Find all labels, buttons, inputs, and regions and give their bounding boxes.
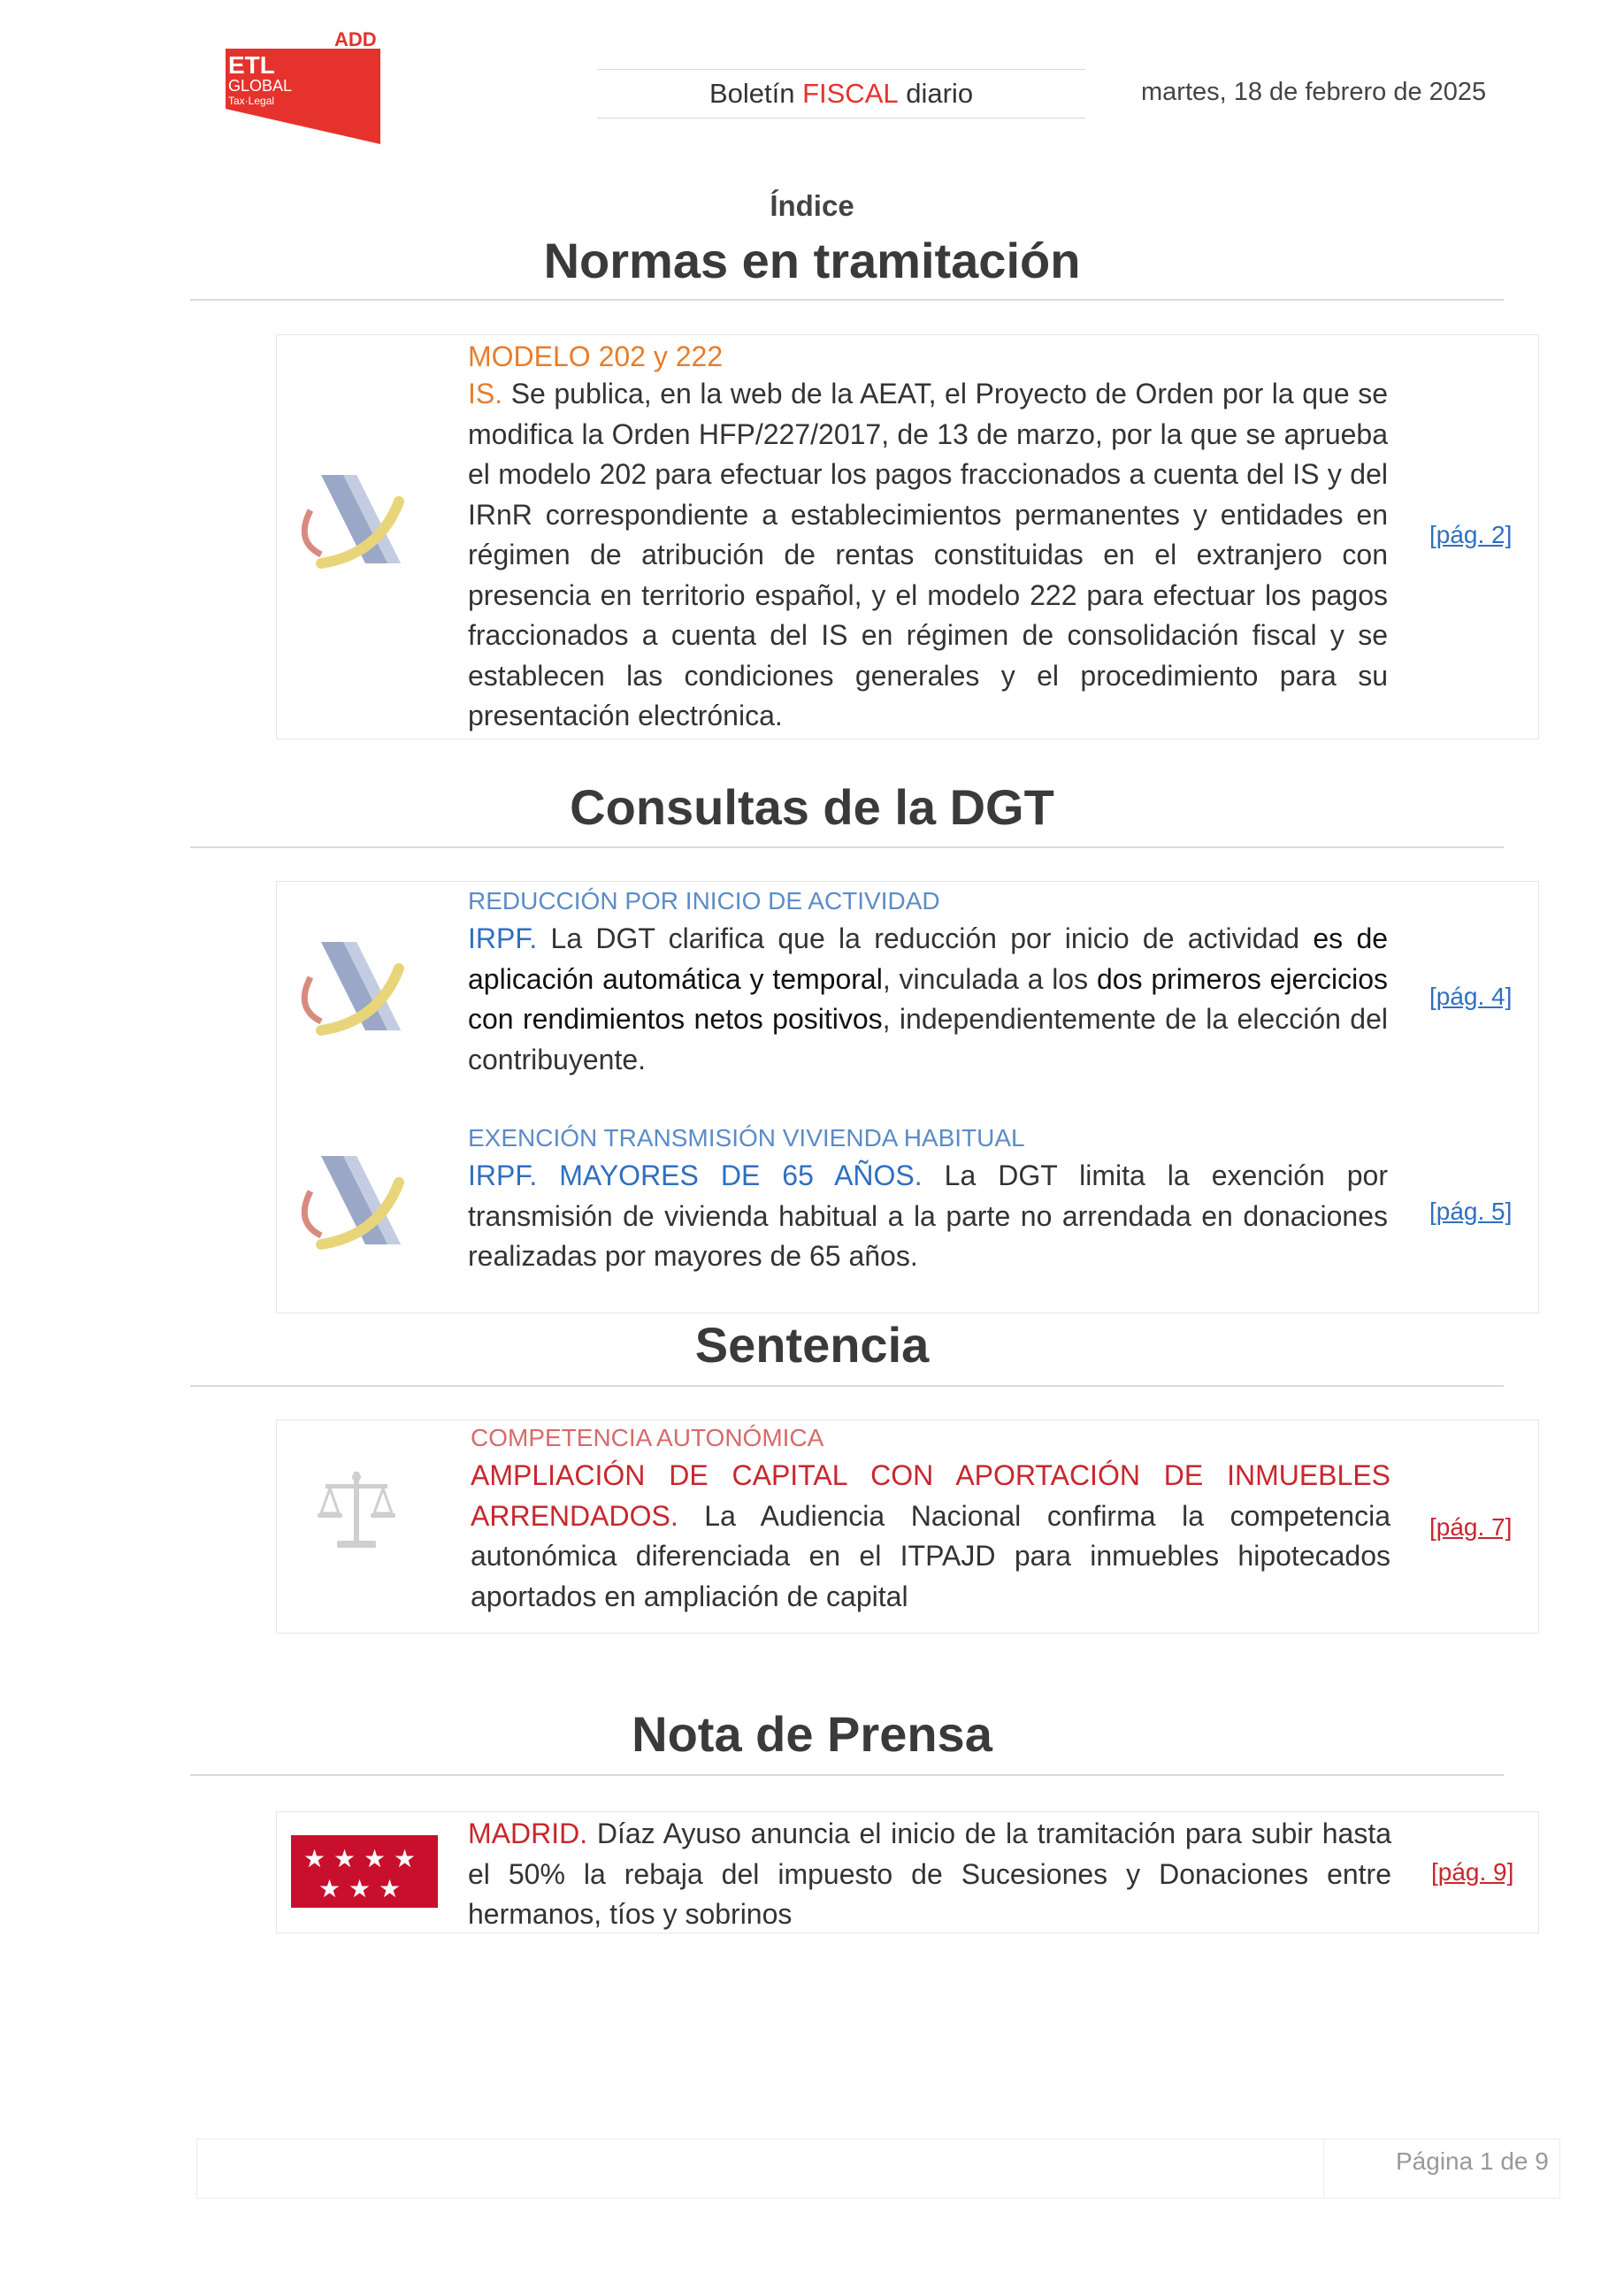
section-divider — [190, 1774, 1504, 1776]
news-kicker: MODELO 202 y 222 — [468, 341, 724, 372]
scales-of-justice-icon — [312, 1465, 401, 1557]
news-text — [468, 1814, 1391, 1935]
footer-divider — [1323, 2139, 1324, 2197]
news-kicker: COMPETENCIA AUTONÓMICA — [471, 1424, 824, 1451]
svg-text:★: ★ — [318, 1874, 341, 1903]
logo-line2: GLOBAL — [228, 77, 293, 95]
news-body: La DGT limita la exención por transmisión de vivienda habitual a la parte no arrendada en donaciones realizadas por mayores de 65 años. — [468, 1159, 1389, 1272]
aeat-logo-icon — [295, 933, 410, 1044]
news-body: Díaz Ayuso anuncia el inicio de la tramitación para subir hasta el 50% la rebaja del impuesto de Sucesiones y Donaciones entre hermanos, tíos y sobrinos — [468, 1818, 1392, 1930]
bulletin-date: martes, 18 de febrero de 2025 — [1141, 78, 1487, 106]
index-label: Índice — [770, 189, 854, 222]
news-body: , independientemente de la elección del contribuyente. — [468, 1003, 1389, 1075]
news-text-exencion — [468, 1121, 1388, 1277]
section-divider — [190, 299, 1504, 301]
svg-text:★: ★ — [349, 1874, 372, 1903]
bulletin-title — [597, 69, 1085, 119]
news-text — [468, 339, 1388, 737]
section-title-normas: Normas en tramitación — [543, 233, 1081, 288]
news-emphasis: es de aplicación automática y temporal — [468, 922, 1389, 995]
news-body: , vinculada a los — [882, 962, 1089, 995]
page-link-5[interactable]: [pág. 5] — [1429, 1198, 1513, 1225]
news-card-modelo-202 — [276, 334, 1539, 739]
svg-text:★: ★ — [379, 1874, 402, 1903]
news-card-sentencia — [276, 1420, 1539, 1634]
page-link-7[interactable]: [pág. 7] — [1429, 1513, 1513, 1541]
bulletin-suffix: diario — [906, 78, 974, 109]
news-text — [471, 1420, 1390, 1617]
logo-badge: ADD — [334, 31, 377, 50]
news-kicker: EXENCIÓN TRANSMISIÓN VIVIENDA HABITUAL — [468, 1124, 1025, 1152]
news-lead: MADRID. — [468, 1818, 588, 1849]
news-body: La Audiencia Nacional confirma la competencia autonómica diferenciada en el ITPAJD para inmuebles hipotecados aportados en ampliación de capital — [471, 1499, 1391, 1612]
news-body: La DGT clarifica que la reducción por inicio de actividad — [550, 922, 1300, 954]
aeat-logo-icon — [295, 466, 410, 577]
news-emphasis: dos primeros ejercicios con rendimientos netos positivos — [468, 962, 1389, 1035]
page-link-9[interactable]: [pág. 9] — [1431, 1858, 1514, 1886]
svg-text:★: ★ — [364, 1844, 387, 1873]
section-title-consultas: Consultas de la DGT — [570, 779, 1054, 835]
page-number: Página 1 de 9 — [1396, 2147, 1549, 2175]
news-lead: IRPF. — [468, 922, 538, 954]
svg-text:★: ★ — [333, 1844, 356, 1873]
news-card-consultas — [276, 881, 1539, 1313]
news-kicker: REDUCCIÓN POR INICIO DE ACTIVIDAD — [468, 887, 940, 915]
logo-brand: ETL — [228, 51, 275, 79]
section-title-prensa: Nota de Prensa — [632, 1706, 992, 1762]
madrid-flag-icon — [291, 1835, 438, 1912]
section-divider — [190, 1385, 1504, 1387]
news-body: Se publica, en la web de la AEAT, el Proyecto de Orden por la que se modifica la Orden HFP/227/2017, de 13 de marzo, por la que se aprueba el modelo 202 para efectuar los pagos fraccionados a cuenta del IS y del IRnR correspondiente a establecimientos permanentes y entidades en régimen de atribución de rentas constituidas en el extranjero con presencia en territorio español, y el modelo 222 para efectuar los pagos fraccionados a cuenta del IS en régimen de consolidación fiscal y se establecen las condiciones generales y el procedimiento para su presentación electrónica. — [468, 378, 1389, 731]
bulletin-accent: FISCAL — [802, 78, 899, 109]
news-lead: IS. — [468, 378, 503, 409]
logo-line3: Tax·Legal — [228, 95, 275, 107]
news-lead: IRPF. MAYORES DE 65 AÑOS. — [468, 1159, 923, 1191]
news-card-prensa — [276, 1811, 1539, 1933]
section-title-sentencia: Sentencia — [694, 1317, 930, 1373]
section-divider — [190, 846, 1504, 848]
svg-text:★: ★ — [394, 1844, 417, 1873]
page-link-2[interactable]: [pág. 2] — [1429, 521, 1513, 548]
aeat-logo-icon — [295, 1147, 410, 1258]
svg-text:★: ★ — [303, 1844, 326, 1873]
page-link-4[interactable]: [pág. 4] — [1429, 983, 1513, 1010]
news-lead: AMPLIACIÓN DE CAPITAL CON APORTACIÓN DE INMUEBLES ARRENDADOS. — [471, 1459, 1390, 1532]
etl-global-logo — [221, 31, 380, 146]
footer — [196, 2139, 1560, 2199]
news-text-reduccion — [468, 884, 1388, 1080]
bulletin-prefix: Boletín — [709, 78, 795, 109]
